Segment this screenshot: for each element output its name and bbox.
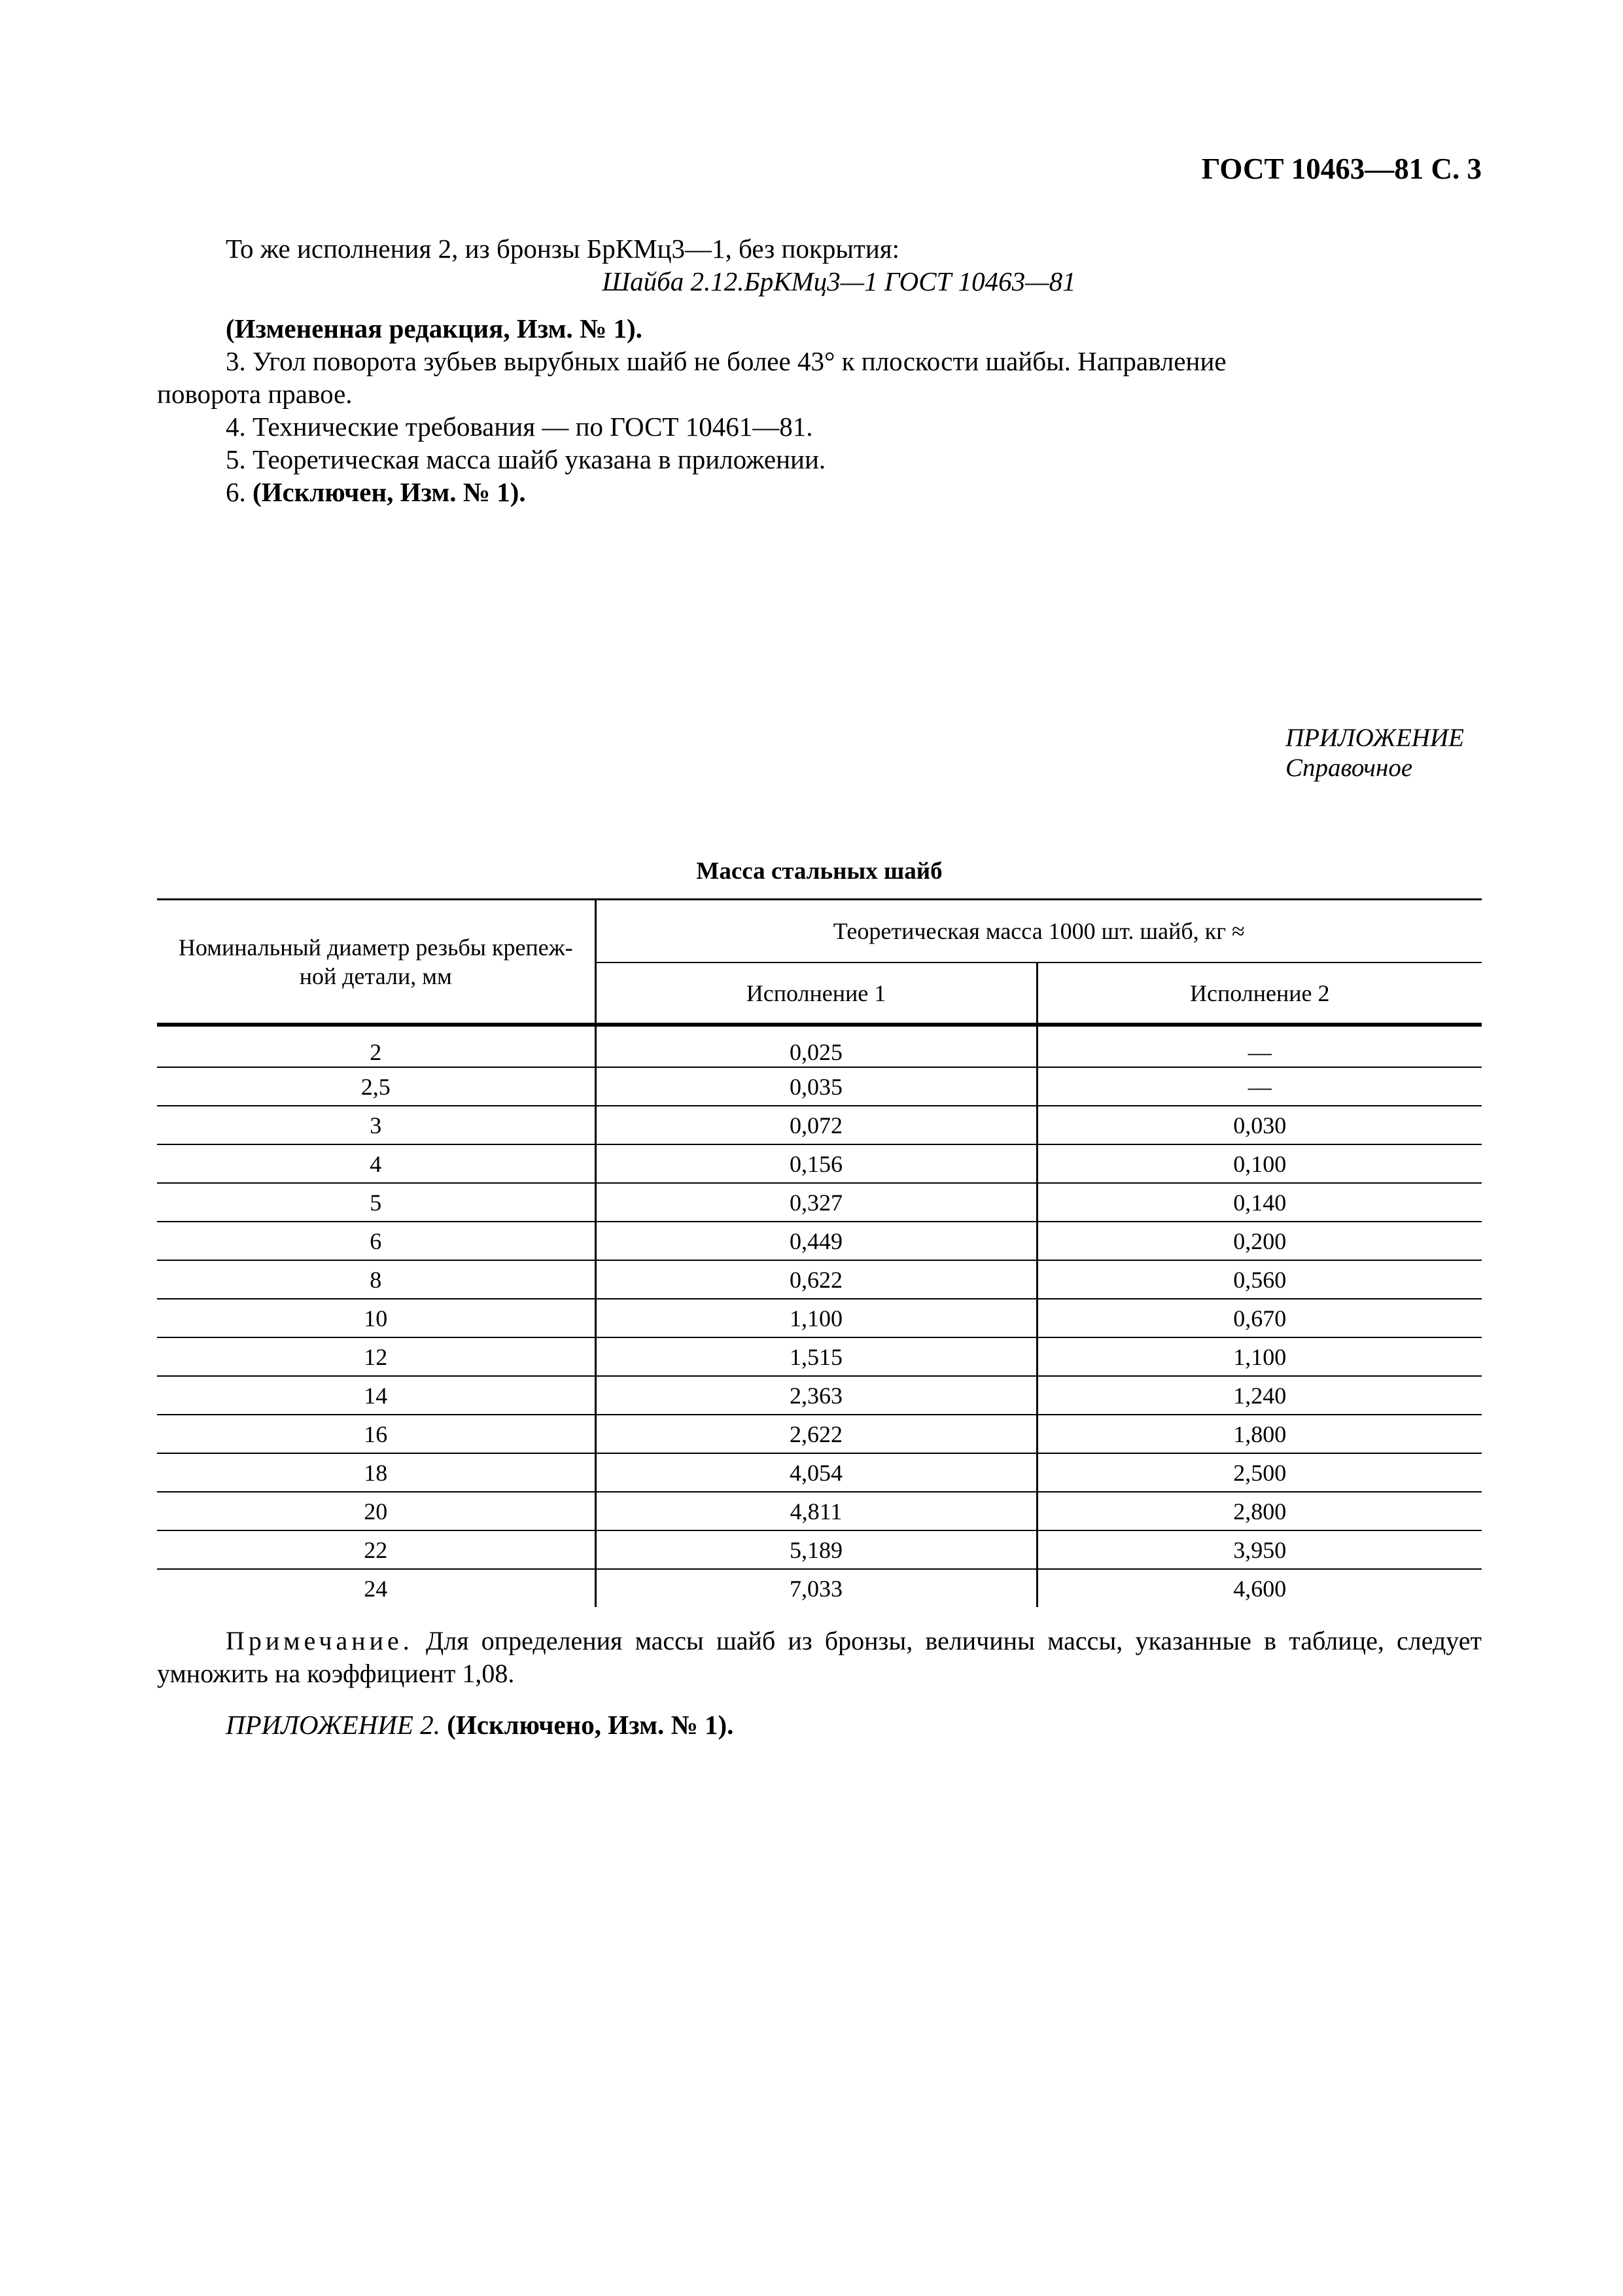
cell-variant-1: 0,025 bbox=[595, 1025, 1037, 1067]
table-row bbox=[157, 1376, 1482, 1415]
table-row bbox=[157, 1183, 1482, 1222]
appendix-subtitle: Справочное bbox=[1285, 754, 1413, 782]
cell-variant-2: 2,500 bbox=[1037, 1453, 1482, 1492]
col-header-group: Теоретическая масса 1000 шт. шайб, кг ≈ bbox=[595, 900, 1482, 963]
cell-variant-2: 1,800 bbox=[1037, 1415, 1482, 1453]
item-3-line1: 3. Угол поворота зубьев вырубных шайб не более 43° к плоскости шайбы. Направление bbox=[226, 346, 1227, 376]
cell-diameter: 4 bbox=[157, 1144, 595, 1183]
cell-variant-2: 0,030 bbox=[1037, 1106, 1482, 1144]
cell-diameter: 3 bbox=[157, 1106, 595, 1144]
cell-variant-2: 1,100 bbox=[1037, 1337, 1482, 1376]
cell-variant-1: 0,035 bbox=[595, 1067, 1037, 1106]
cell-diameter: 20 bbox=[157, 1492, 595, 1530]
designation-example: Шайба 2.12.БрКМц3—1 ГОСТ 10463—81 bbox=[602, 266, 1076, 296]
cell-diameter: 14 bbox=[157, 1376, 595, 1415]
cell-diameter: 24 bbox=[364, 1575, 388, 1602]
table-note bbox=[157, 1625, 1482, 1690]
cell-variant-2: 1,240 bbox=[1037, 1376, 1482, 1415]
page-header: ГОСТ 10463—81 С. 3 bbox=[1201, 152, 1482, 185]
table-body bbox=[157, 1025, 1482, 1607]
item-5: 5. Теоретическая масса шайб указана в приложении. bbox=[226, 444, 826, 474]
cell-variant-1: 1,515 bbox=[595, 1337, 1037, 1376]
cell-diameter: 16 bbox=[157, 1415, 595, 1453]
col-header-variant-1: Исполнение 1 bbox=[595, 963, 1037, 1025]
cell-variant-1: 2,622 bbox=[595, 1415, 1037, 1453]
cell-variant-1: 2,363 bbox=[595, 1376, 1037, 1415]
item-6-text: (Исключен, Изм. № 1). bbox=[253, 477, 526, 507]
cell-variant-2: — bbox=[1037, 1067, 1482, 1106]
table-row bbox=[157, 1260, 1482, 1299]
cell-variant-1: 0,622 bbox=[595, 1260, 1037, 1299]
body-text bbox=[157, 232, 1482, 508]
cell-diameter: 6 bbox=[157, 1222, 595, 1260]
table-title: Масса стальных шайб bbox=[696, 858, 943, 885]
appendix-2-label: ПРИЛОЖЕНИЕ 2. bbox=[226, 1710, 440, 1740]
cell-variant-1: 0,156 bbox=[595, 1144, 1037, 1183]
table-row bbox=[157, 1569, 1482, 1607]
cell-variant-1: 0,072 bbox=[595, 1106, 1037, 1144]
cell-variant-2: 0,560 bbox=[1037, 1260, 1482, 1299]
cell-diameter: 22 bbox=[157, 1530, 595, 1569]
paragraph-bronze: То же исполнения 2, из бронзы БрКМц3—1, без покрытия: bbox=[226, 234, 900, 264]
cell-variant-1: 0,327 bbox=[595, 1183, 1037, 1222]
appendix-2-text: (Исключено, Изм. № 1). bbox=[440, 1710, 734, 1740]
col-header-variant-2: Исполнение 2 bbox=[1037, 963, 1482, 1025]
cell-variant-2: 0,100 bbox=[1037, 1144, 1482, 1183]
cell-variant-2: 2,800 bbox=[1037, 1492, 1482, 1530]
table-row bbox=[157, 1492, 1482, 1530]
cell-variant-1: 1,100 bbox=[595, 1299, 1037, 1337]
cell-variant-2: 4,600 bbox=[1037, 1569, 1482, 1607]
appendix-2-note bbox=[226, 1709, 733, 1740]
table-row bbox=[157, 1222, 1482, 1260]
cell-diameter: 5 bbox=[157, 1183, 595, 1222]
cell-diameter: 12 bbox=[157, 1337, 595, 1376]
table-row bbox=[157, 1025, 1482, 1067]
appendix-label bbox=[1285, 723, 1464, 783]
cell-diameter: 2,5 bbox=[157, 1067, 595, 1106]
table-row bbox=[157, 1106, 1482, 1144]
cell-variant-1: 5,189 bbox=[595, 1530, 1037, 1569]
col-header-diameter: Номинальный диаметр резьбы крепеж-ной детали, мм bbox=[157, 900, 595, 1025]
table-row bbox=[157, 1299, 1482, 1337]
cell-diameter: 18 bbox=[157, 1453, 595, 1492]
table-row bbox=[157, 1337, 1482, 1376]
appendix-title: ПРИЛОЖЕНИЕ bbox=[1285, 724, 1464, 752]
item-3-line2: поворота правое. bbox=[157, 379, 353, 409]
note-text: Для определения массы шайб из бронзы, величины массы, указанные в таблице, следует умножить на коэффициент 1,08. bbox=[157, 1626, 1482, 1688]
cell-variant-2: 0,670 bbox=[1037, 1299, 1482, 1337]
cell-diameter: 2 bbox=[157, 1025, 595, 1067]
item-6-number: 6. bbox=[226, 477, 246, 507]
table-row bbox=[157, 1415, 1482, 1453]
mass-table bbox=[157, 898, 1482, 1607]
table-row bbox=[157, 1453, 1482, 1492]
table-row bbox=[157, 1530, 1482, 1569]
amended-note: (Измененная редакция, Изм. № 1). bbox=[226, 313, 642, 344]
table-row bbox=[157, 1067, 1482, 1106]
cell-variant-1: 7,033 bbox=[595, 1569, 1037, 1607]
cell-variant-2: — bbox=[1037, 1025, 1482, 1067]
cell-variant-1: 4,054 bbox=[595, 1453, 1037, 1492]
cell-diameter: 8 bbox=[157, 1260, 595, 1299]
cell-variant-2: 0,200 bbox=[1037, 1222, 1482, 1260]
cell-variant-1: 0,449 bbox=[595, 1222, 1037, 1260]
cell-variant-2: 3,950 bbox=[1037, 1530, 1482, 1569]
cell-variant-2: 0,140 bbox=[1037, 1183, 1482, 1222]
cell-variant-1: 4,811 bbox=[595, 1492, 1037, 1530]
table-row bbox=[157, 1144, 1482, 1183]
cell-diameter: 10 bbox=[157, 1299, 595, 1337]
note-label: Примечание. bbox=[226, 1626, 413, 1655]
item-6 bbox=[157, 476, 1482, 508]
item-4: 4. Технические требования — по ГОСТ 10461—81. bbox=[226, 412, 813, 442]
